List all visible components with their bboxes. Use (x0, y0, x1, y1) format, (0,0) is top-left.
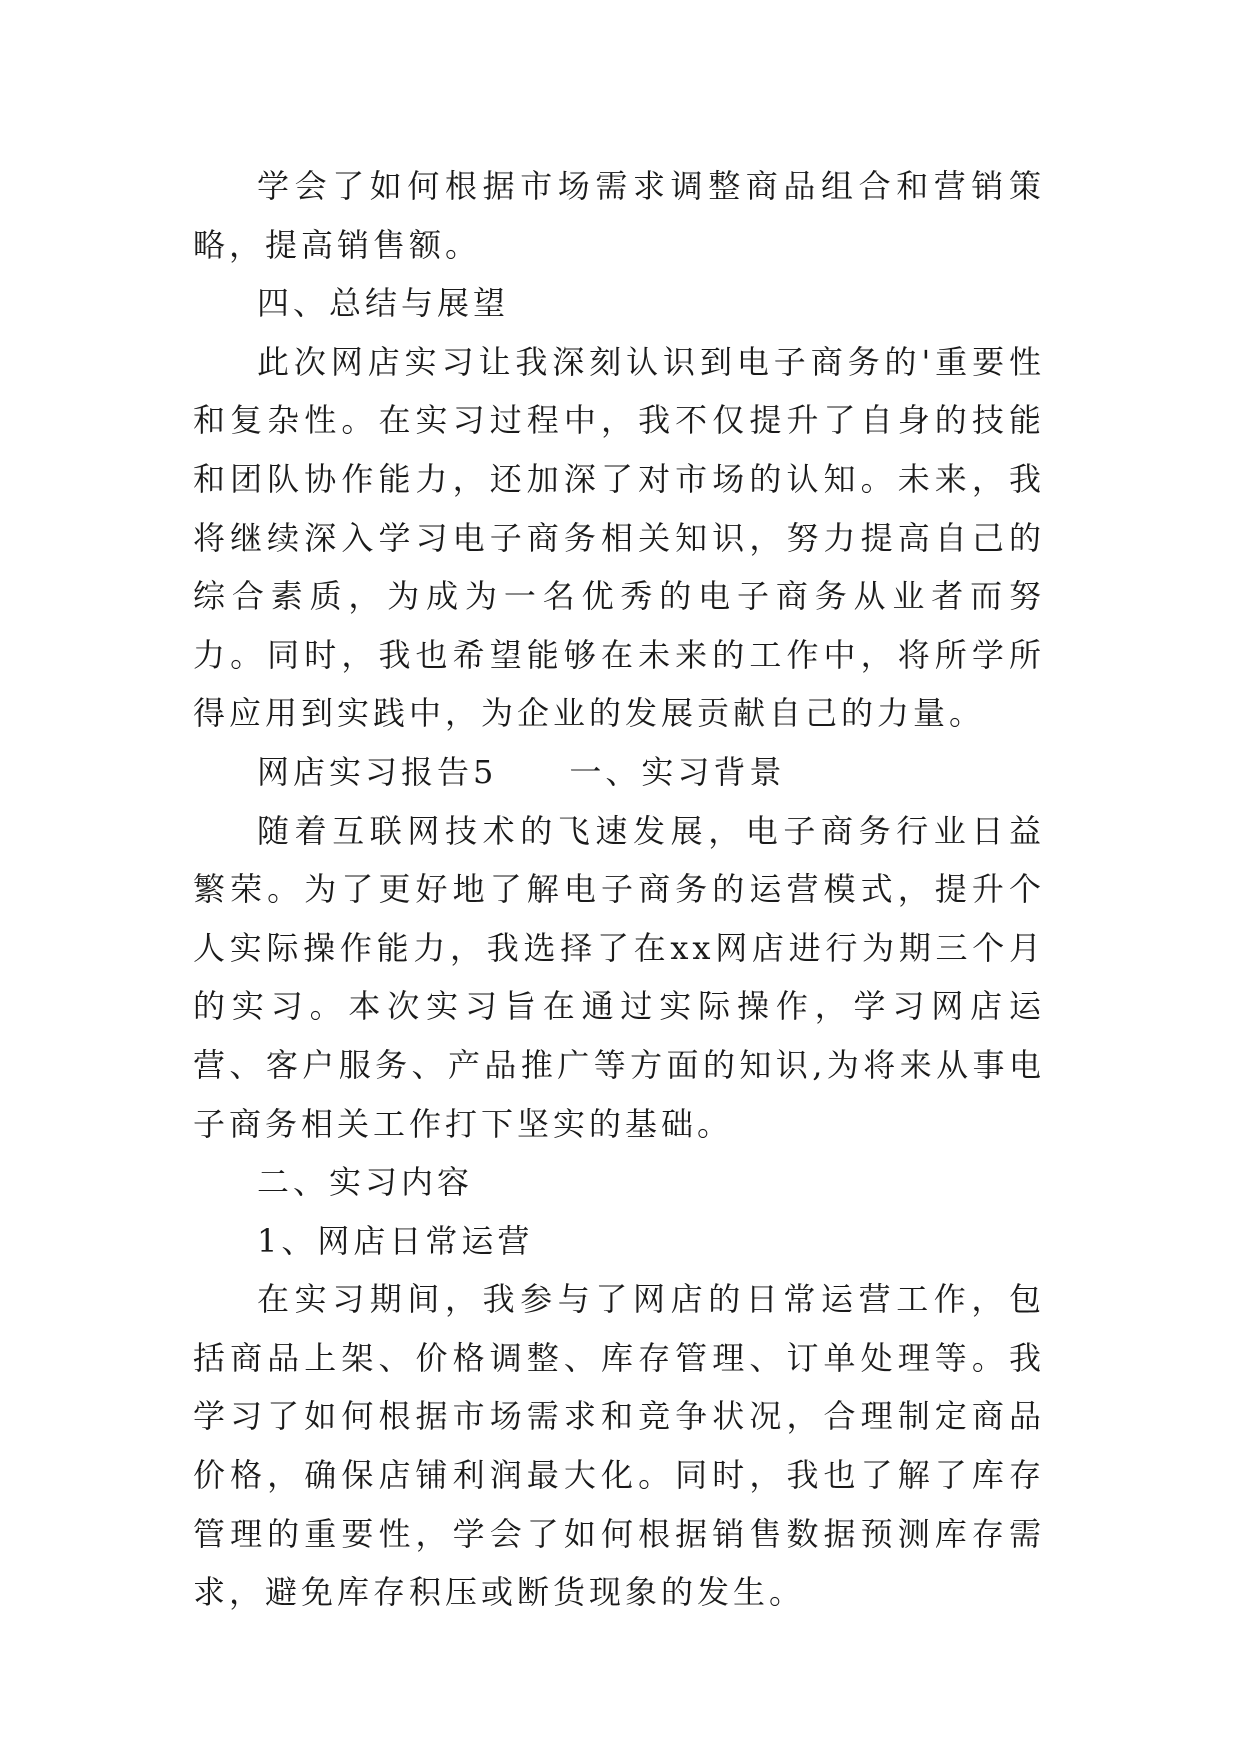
subsection-heading-operations: 1、网店日常运营 (257, 1221, 534, 1260)
paragraph-continuation: 学会了如何根据市场需求调整商品组合和营销策略，提高销售额。 (193, 167, 1045, 264)
section-heading-content: 二、实习内容 (257, 1163, 474, 1202)
report-heading: 网店实习报告5 一、实习背景 (257, 752, 786, 791)
paragraph-background: 随着互联网技术的飞速发展，电子商务行业日益繁荣。为了更好地了解电子商务的运营模式，提升个人实际操作能力，我选择了在xx网店进行为期三个月的实习。本次实习旨在通过实际操作，学习网店运营、客户服务、产品推广等方面的知识,为将来从事电子商务相关工作打下坚实的基础。 (193, 811, 1045, 1143)
paragraph-summary: 此次网店实习让我深刻认识到电子商务的'重要性和复杂性。在实习过程中，我不仅提升了自身的技能和团队协作能力，还加深了对市场的认知。未来，我将继续深入学习电子商务相关知识，努力提高自己的综合素质，为成为一名优秀的电子商务从业者而努力。同时，我也希望能够在未来的工作中，将所学所得应用到实践中，为企业的发展贡献自己的力量。 (193, 342, 1045, 733)
paragraph-operations: 在实习期间，我参与了网店的日常运营工作，包括商品上架、价格调整、库存管理、订单处理等。我学习了如何根据市场需求和竞争状况，合理制定商品价格，确保店铺利润最大化。同时，我也了解了库存管理的重要性，学会了如何根据销售数据预测库存需求，避免库存积压或断货现象的发生。 (193, 1280, 1045, 1612)
document-page (193, 157, 1045, 1622)
section-heading-summary: 四、总结与展望 (257, 284, 510, 323)
